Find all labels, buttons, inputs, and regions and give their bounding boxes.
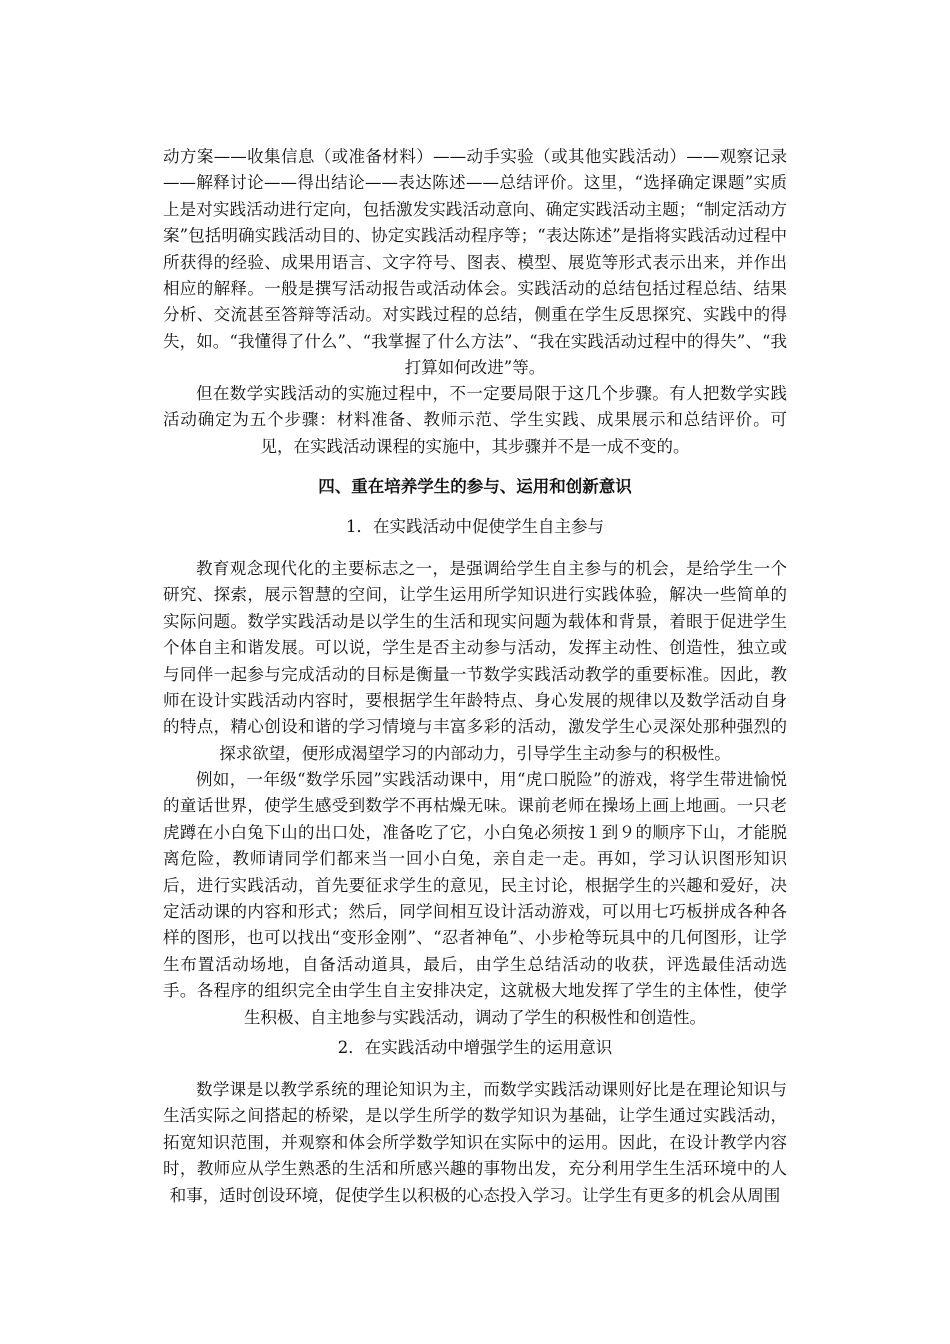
subheading-self-participation: 1．在实践活动中促使学生自主参与 [346,517,604,536]
paragraph-application: 数学课是以教学系统的理论知识为主，而数学实践活动课则好比是在理论知识与生活实际之间搭起的桥梁，是以学生所学的数学知识为基础，让学生通过实践活动，拓宽知识范围，并观察和体会所学数学知识在实际中的运用。因此，在设计教学内容时，教师应从学生熟悉的生活和所感兴趣的事物出发，充分利用学生生活环境中的人和事，适时创设环境，促使学生以积极的心态投入学习。让学生有更多的机会从周围 [163,1080,787,1205]
subheading-application-awareness: 2．在实践活动中增强学生的运用意识 [337,1038,613,1057]
section-heading: 四、重在培养学生的参与、运用和创新意识 [318,477,632,496]
paragraph-self-participation: 教育观念现代化的主要标志之一，是强调给学生自主参与的机会，是给学生一个研究、探索，展示智慧的空间，让学生运用所学知识进行实践体验，解决一些简单的实际问题。数学实践活动是以学生的生活和现实问题为载体和背景，着眼于促进学生个体自主和谐发展。可以说，学生是否主动参与活动，发挥主动性、创造性，独立或与同伴一起参与完成活动的目标是衡量一节数学实践活动教学的重要标准。因此，教师在设计实践活动内容时，要根据学生年龄特点、身心发展的规律以及数学活动自身的特点，精心创设和谐的学习情境与丰富多彩的活动，激发学生心灵深处那种强烈的探求欲望，便形成渴望学习的内部动力，引导学生主动参与的积极性。 [163,559,787,763]
paragraph-example: 例如，一年级“数学乐园”实践活动课中，用“虎口脱险”的游戏，将学生带进愉悦的童话世界，使学生感受到数学不再枯燥无味。课前老师在操场上画上地画。一只老虎蹲在小白兔下山的出口处，准备吃了它，小白兔必须按１到９的顺序下山，才能脱离危险，教师请同学们都来当一回小白兔，亲自走一走。再如，学习认识图形知识后，进行实践活动，首先要征求学生的意见，民主讨论，根据学生的兴趣和爱好，决定活动课的内容和形式；然后，同学间相互设计活动游戏，可以用七巧板拼成各种各样的图形，也可以找出“变形金刚”、“忍者神龟”、小步枪等玩具中的几何图形，让学生布置活动场地，自备活动道具，最后，由学生总结活动的收获，评选最佳活动选手。各程序的组织完全由学生自主安排决定，这就极大地发挥了学生的主体性，使学生积极、自主地参与实践活动，调动了学生的积极性和创造性。 [163,770,787,1027]
paragraph-steps-description: 动方案——收集信息（或准备材料）——动手实验（或其他实践活动）——观察记录——解释讨论——得出结论——表达陈述——总结评价。这里，“选择确定课题”实质上是对实践活动进行定向，包括激发实践活动意向、确定实践活动主题；“制定活动方案”包括明确实践活动目的、协定实践活动程序等；“表达陈述”是指将实践活动过程中所获得的经验、成果用语言、文字符号、图表、模型、展览等形式表示出来，并作出相应的解释。一般是撰写活动报告或活动体会。实践活动的总结包括过程总结、结果分析、交流甚至答辩等活动。对实践过程的总结，侧重在学生反思探究、实践中的得失，如。“我懂得了什么”、“我掌握了什么方法”、“我在实践活动过程中的得失”、“我打算如何改进”等。 [163,147,787,378]
paragraph-steps-variation: 但在数学实践活动的实施过程中，不一定要局限于这几个步骤。有人把数学实践活动确定为五个步骤：材料准备、教师示范、学生实践、成果展示和总结评价。可见，在实践活动课程的实施中，其步骤并不是一成不变的。 [163,384,787,456]
